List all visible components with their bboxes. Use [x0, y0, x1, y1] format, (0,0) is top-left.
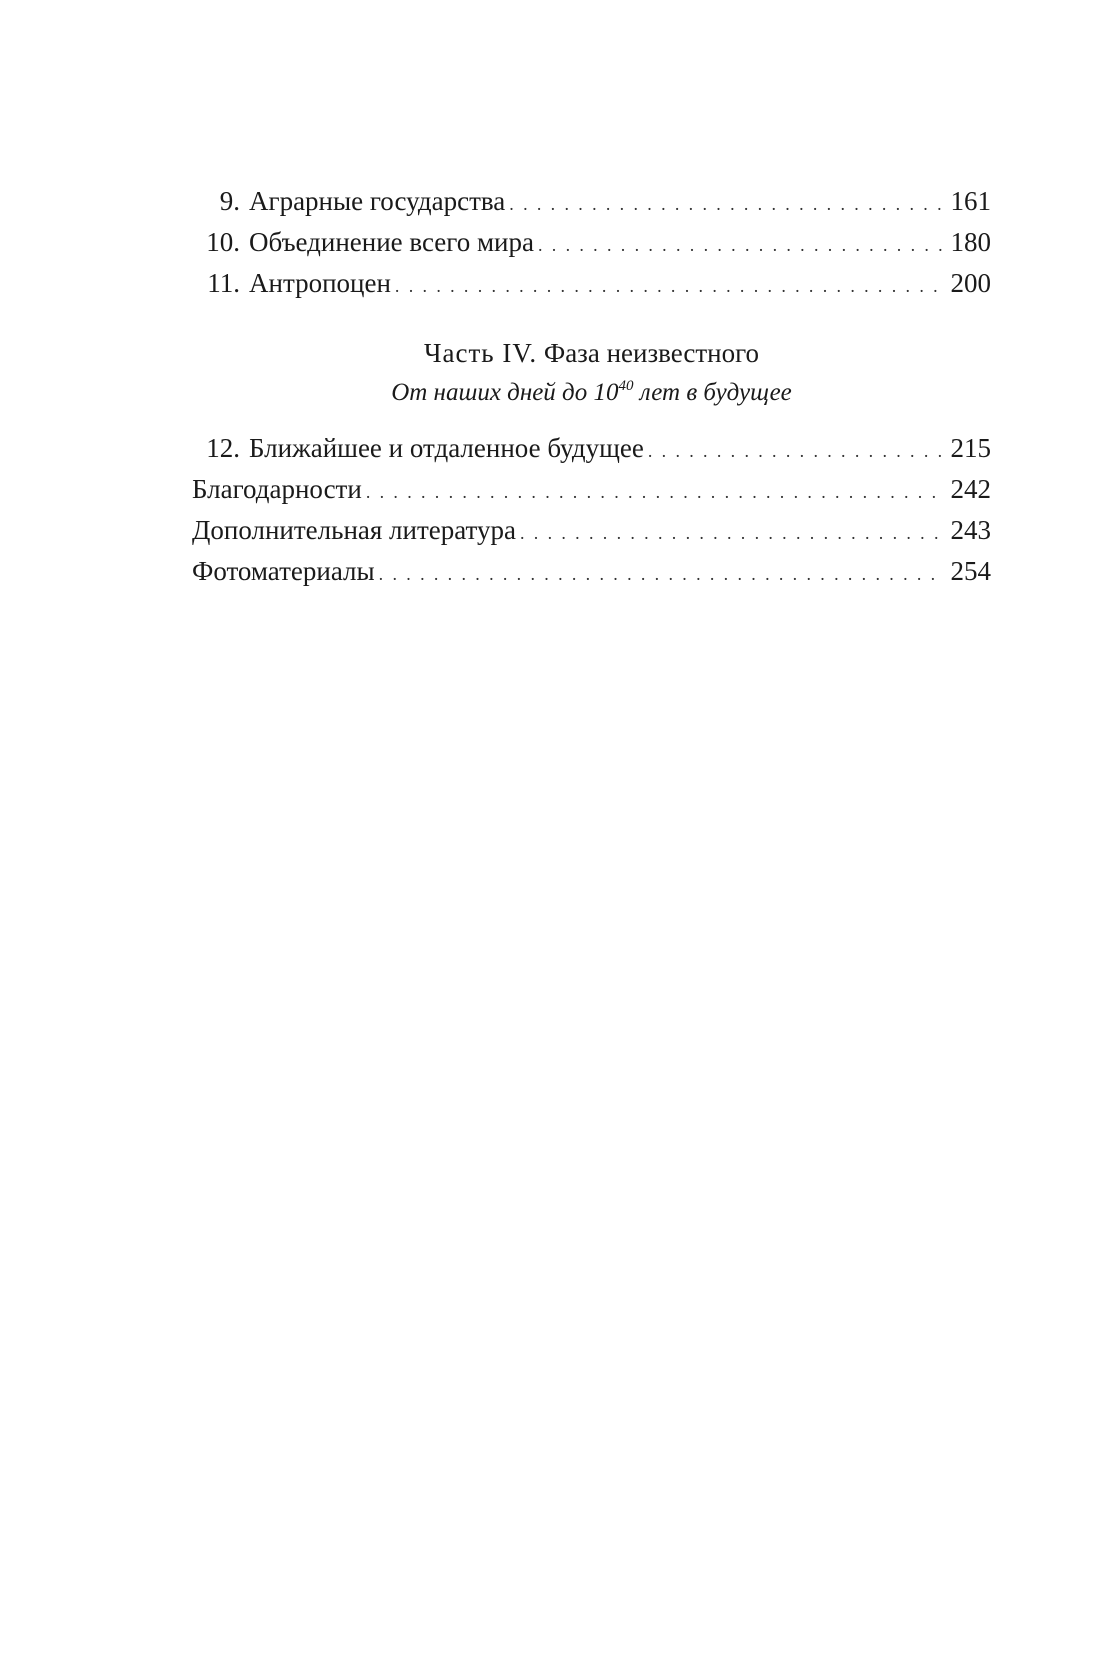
part-subtitle [192, 376, 991, 410]
chapter-number: 11. [207, 268, 240, 298]
part-name: Фаза неизвестного [543, 338, 760, 368]
toc-entry[interactable] [192, 222, 991, 263]
section-title: Благодарности [192, 474, 362, 504]
section-title: Фотоматериалы [192, 556, 375, 586]
toc-entry[interactable] [192, 469, 991, 510]
part-subtitle-text-end: лет в будущее [633, 379, 792, 406]
chapter-number: 10. [206, 227, 240, 257]
toc-entry[interactable] [192, 428, 991, 469]
part-heading [192, 336, 991, 370]
part-subtitle-text: От наших дней до 10 [391, 379, 619, 406]
chapter-title: Аграрные государства [249, 186, 506, 216]
part-subtitle-exponent: 40 [618, 378, 634, 394]
dot-leader [538, 225, 945, 266]
toc-entry[interactable] [192, 551, 991, 592]
page-number: 161 [950, 186, 991, 216]
page-number: 180 [950, 227, 991, 257]
dot-leader [509, 184, 944, 225]
dot-leader [520, 513, 945, 554]
chapter-number: 12. [206, 433, 240, 463]
chapter-title: Ближайшее и отдаленное будущее [249, 433, 644, 463]
page-number: 200 [950, 268, 991, 298]
dot-leader [395, 266, 945, 307]
page-number: 242 [950, 474, 991, 504]
dot-leader [648, 431, 945, 472]
page-number: 243 [950, 515, 991, 545]
dot-leader [379, 554, 945, 595]
dot-leader [366, 472, 945, 513]
chapter-title: Объединение всего мира [249, 227, 534, 257]
chapter-number: 9. [219, 186, 240, 216]
chapter-title: Антропоцен [249, 268, 391, 298]
table-of-contents [192, 181, 991, 592]
toc-entry[interactable] [192, 510, 991, 551]
toc-entry[interactable] [192, 181, 991, 222]
part-label: Часть IV. [423, 338, 538, 368]
page-number: 254 [950, 556, 991, 586]
section-title: Дополнительная литература [192, 515, 516, 545]
toc-entry[interactable] [192, 263, 991, 304]
page-number: 215 [950, 433, 991, 463]
